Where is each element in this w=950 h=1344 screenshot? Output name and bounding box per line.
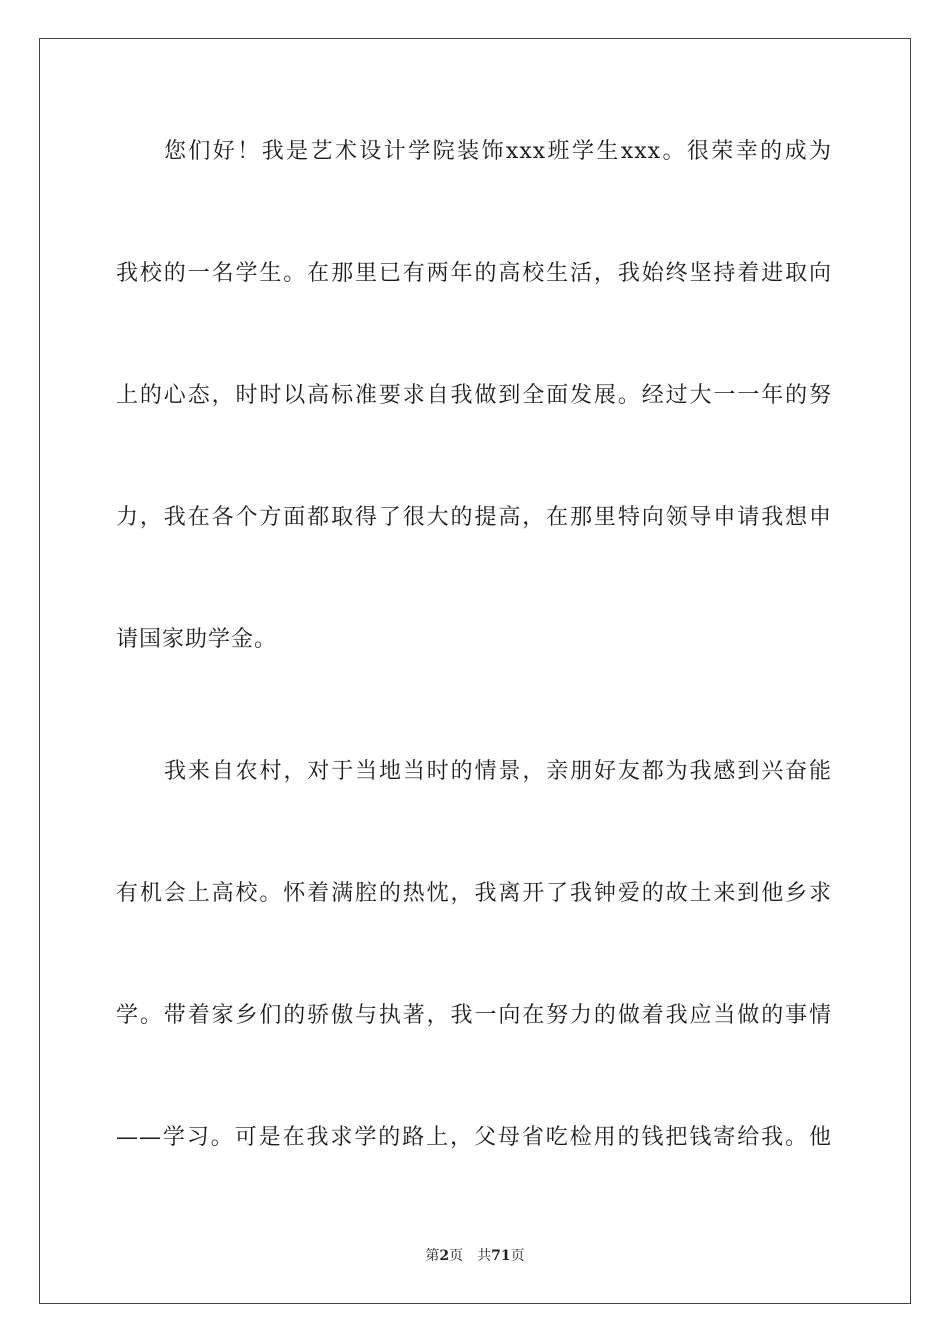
paragraph-2-line-2: 有机会上高校。怀着满腔的热忱，我离开了我钟爱的故土来到他乡求 xyxy=(116,881,832,906)
paragraph-2-line-4: ——学习。可是在我求学的路上，父母省吃检用的钱把钱寄给我。他 xyxy=(116,1125,832,1150)
page-number-suffix: 页 xyxy=(449,1248,464,1264)
paragraph-2-line-1: 我来自农村，对于当地当时的情景，亲朋好友都为我感到兴奋能 xyxy=(164,759,832,784)
page-total: 71 xyxy=(491,1248,511,1264)
page-footer xyxy=(0,1246,950,1266)
paragraph-2-line-3: 学。带着家乡们的骄傲与执著，我一向在努力的做着我应当做的事情 xyxy=(116,1003,832,1028)
page-number-prefix: 第 xyxy=(425,1248,440,1264)
paragraph-1-line-1: 您们好！我是艺术设计学院装饰xxx班学生xxx。很荣幸的成为 xyxy=(164,139,832,164)
paragraph-1-line-3: 上的心态，时时以高标准要求自我做到全面发展。经过大一一年的努 xyxy=(116,383,832,408)
page-total-prefix: 共 xyxy=(477,1248,492,1264)
page-total-suffix: 页 xyxy=(510,1248,525,1264)
page-border xyxy=(39,38,911,1304)
paragraph-1-line-5: 请国家助学金。 xyxy=(116,627,278,652)
page-number-current: 2 xyxy=(439,1248,450,1264)
paragraph-1-line-4: 力，我在各个方面都取得了很大的提高，在那里特向领导申请我想申 xyxy=(116,505,832,530)
paragraph-1-line-2: 我校的一名学生。在那里已有两年的高校生活，我始终坚持着进取向 xyxy=(116,261,832,286)
